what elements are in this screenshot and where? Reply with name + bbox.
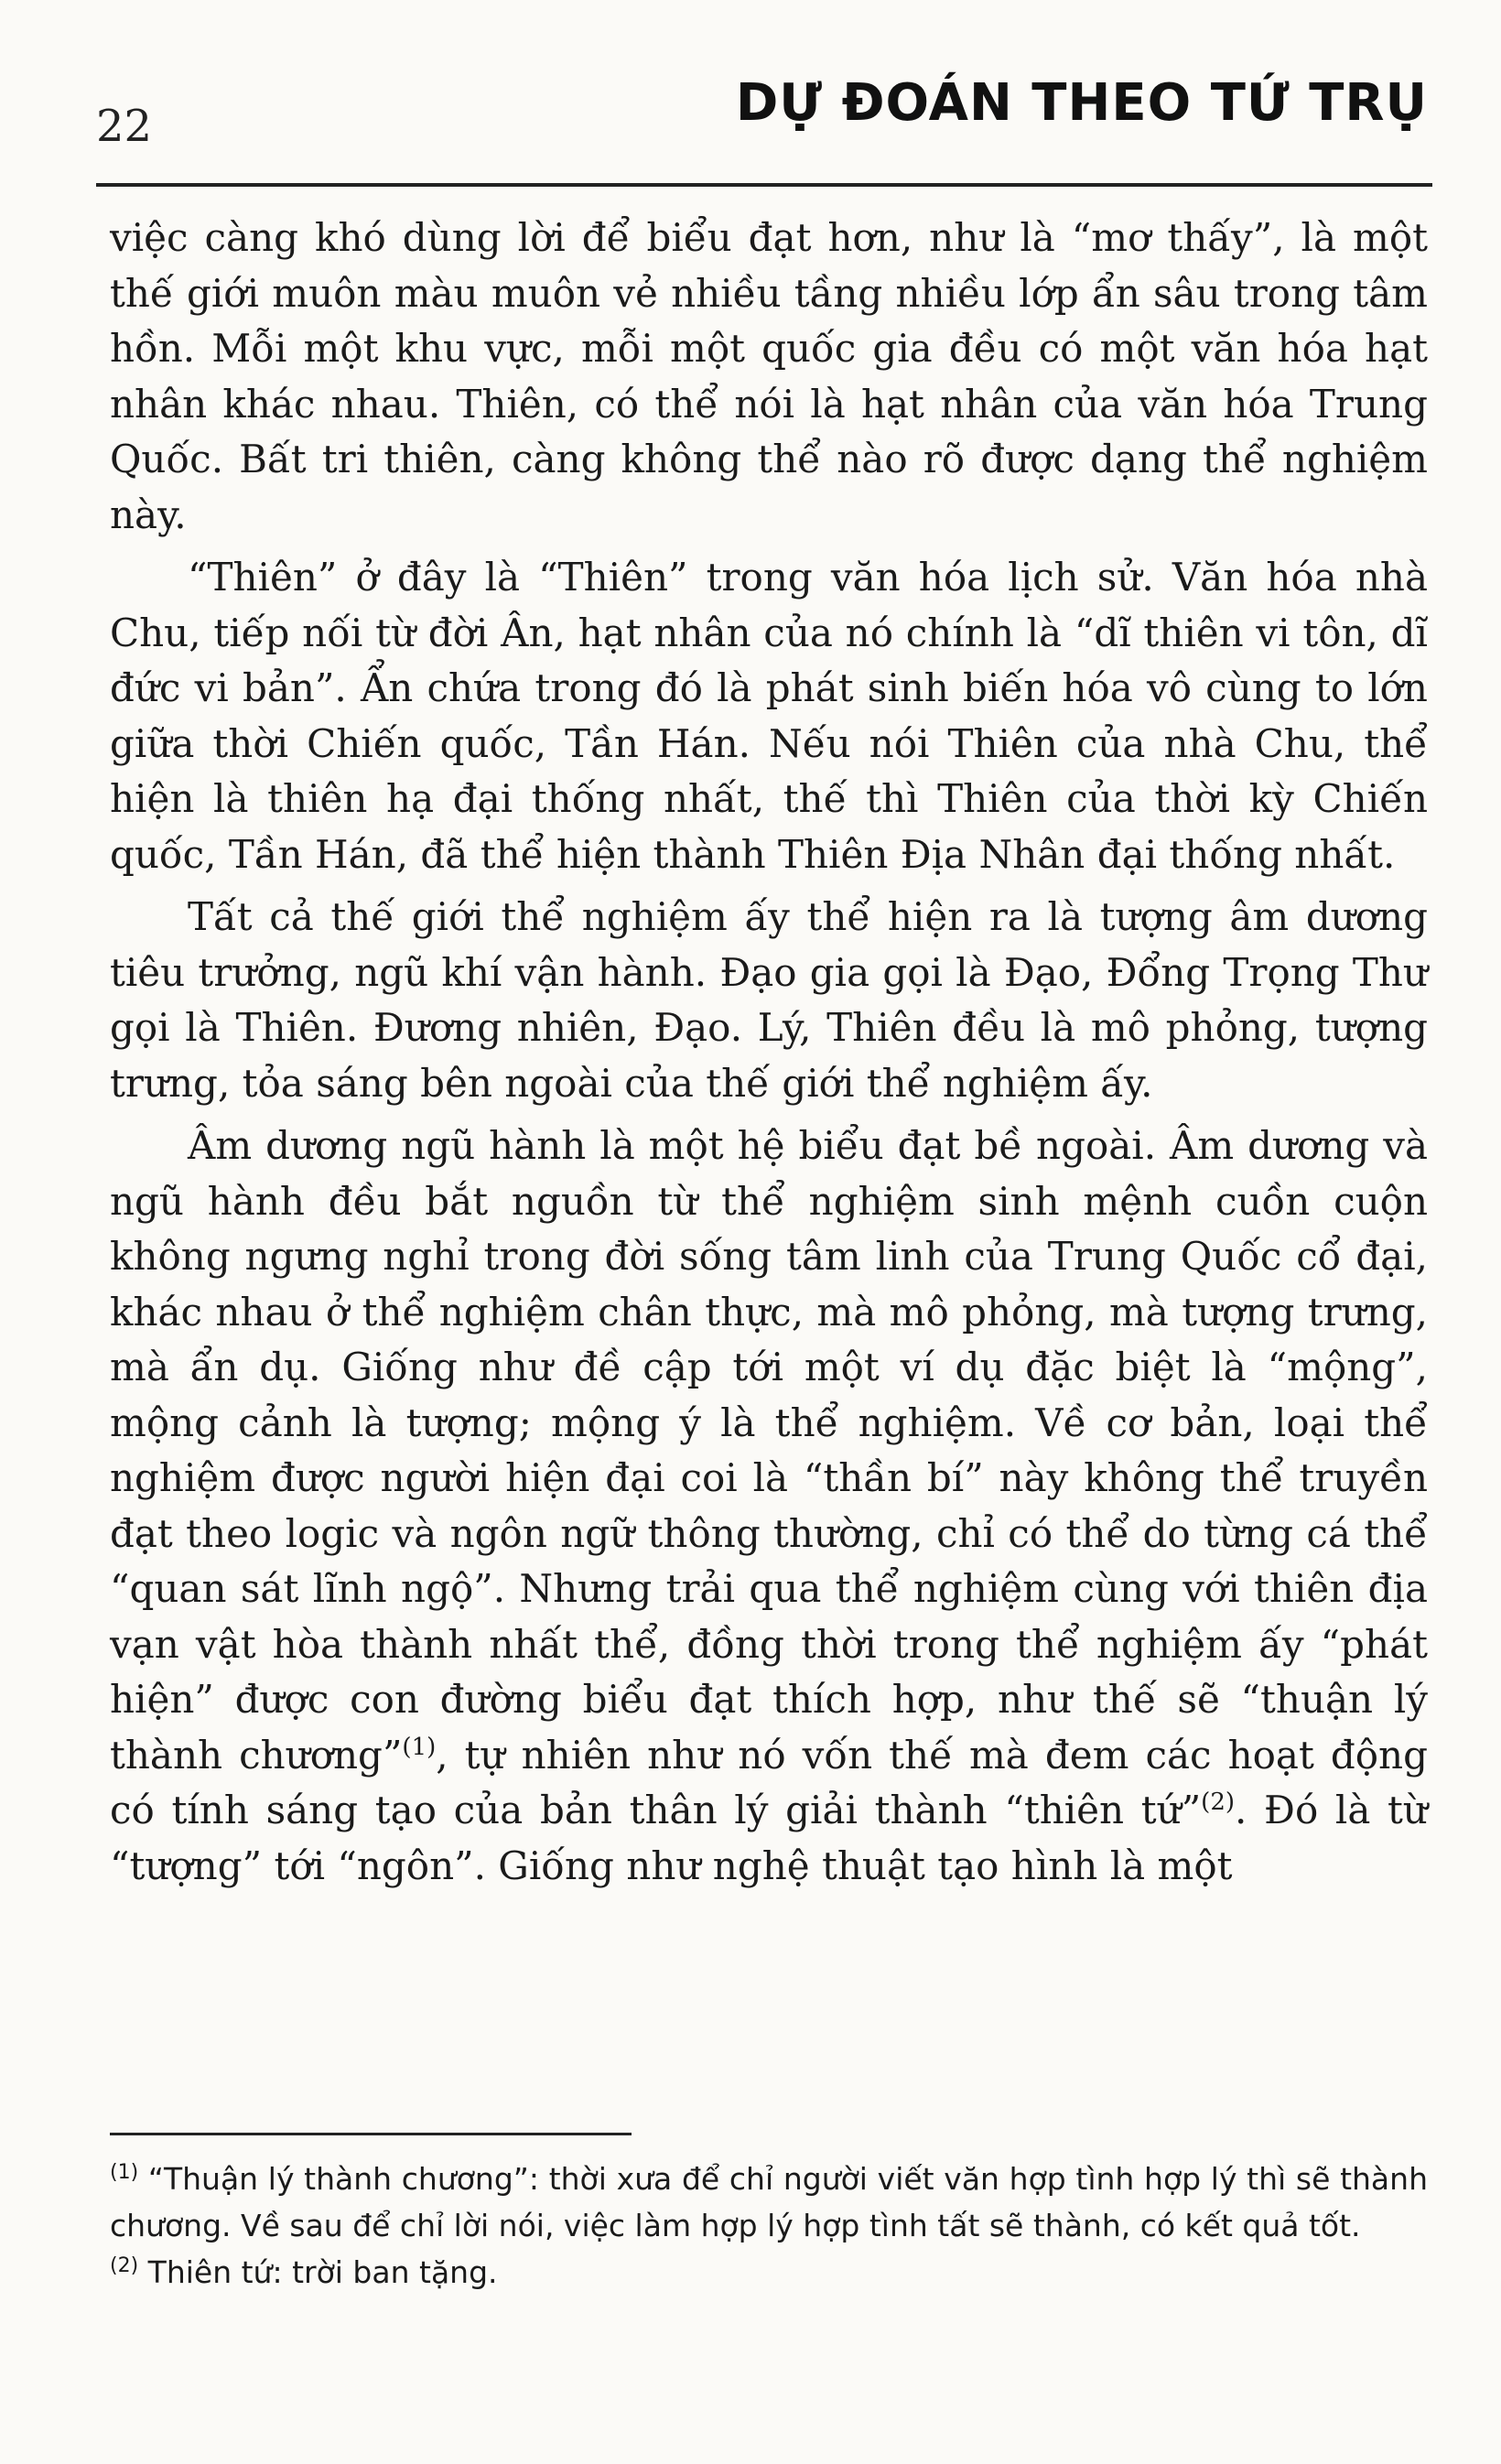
running-title: DỰ ĐOÁN THEO TỨ TRỤ [735, 73, 1428, 133]
footnote-ref-1: (1) [402, 1733, 437, 1761]
footnotes [110, 2156, 1428, 2296]
footnote-2-marker: (2) [110, 2254, 139, 2277]
page-header [96, 64, 1428, 165]
paragraph-1: việc càng khó dùng lời để biểu đạt hơn, như là “mơ thấy”, là một thế giới muôn màu muôn vẻ nhiều tầng nhiều lớp ẩn sâu trong tâm hồn. Mỗi một khu vực, mỗi một quốc gia đều có một văn hóa hạt nhân khác nhau. Thiên, có thể nói là hạt nhân của văn hóa Trung Quốc. Bất tri thiên, càng không thể nào rõ được dạng thể nghiệm này. [110, 215, 1428, 537]
paragraph-3: Tất cả thế giới thể nghiệm ấy thể hiện ra là tượng âm dương tiêu trưởng, ngũ khí vận hành. Đạo gia gọi là Đạo, Đổng Trọng Thư gọi là Thiên. Đương nhiên, Đạo. Lý, Thiên đều là mô phỏng, tượng trưng, tỏa sáng bên ngoài của thế giới thể nghiệm ấy. [110, 894, 1428, 1106]
paragraph-4-text-b: . Đó là từ “tượng” tới “ngôn”. Giống như nghệ thuật tạo hình là một [110, 1788, 1428, 1888]
footnote-ref-2: (2) [1201, 1789, 1236, 1816]
footnote-rule [110, 2133, 632, 2135]
paragraph-4-main: Âm dương ngũ hành là một hệ biểu đạt bề ngoài. Âm dương và ngũ hành đều bắt nguồn từ thể nghiệm sinh mệnh cuồn cuộn không ngưng nghỉ trong đời sống tâm linh của Trung Quốc cổ đại, khác nhau ở thể nghiệm chân thực, mà mô phỏng, mà tượng trưng, mà ẩn dụ. Giống như đề cập tới một ví dụ đặc biệt là “mộng”, mộng cảnh là tượng; mộng ý là thể nghiệm. Về cơ bản, loại thể nghiệm được người hiện đại coi là “thần bí” này không thể truyền đạt theo logic và ngôn ngữ thông thường, chỉ có thể do từng cá thể “quan sát lĩnh ngộ”. Nhưng trải qua thể nghiệm cùng với thiên địa vạn vật hòa thành nhất thể, đồng thời trong thể nghiệm ấy “phát hiện” được con đường biểu đạt thích hợp, như thế sẽ “thuận lý thành chương” [110, 1123, 1428, 1778]
footnote-2 [110, 2249, 1428, 2296]
paragraph-4-text-a: , tự nhiên như nó vốn thế mà đem các hoạt động có tính sáng tạo của bản thân lý giải thành “thiên tứ” [110, 1732, 1428, 1832]
page-number: 22 [96, 101, 153, 152]
footnote-1-text: “Thuận lý thành chương”: thời xưa để chỉ người viết văn hợp tình hợp lý thì sẽ thành chương. Về sau để chỉ lời nói, việc làm hợp lý hợp tình tất sẽ thành, có kết quả tốt. [110, 2161, 1428, 2243]
body-text [110, 211, 1428, 1894]
paragraph-4 [110, 1119, 1428, 1894]
footnote-1 [110, 2156, 1428, 2249]
header-rule [96, 183, 1432, 187]
footnote-2-text: Thiên tứ: trời ban tặng. [138, 2254, 498, 2290]
paragraph-2: “Thiên” ở đây là “Thiên” trong văn hóa lịch sử. Văn hóa nhà Chu, tiếp nối từ đời Ân, hạt nhân của nó chính là “dĩ thiên vi tôn, dĩ đức vi bản”. Ẩn chứa trong đó là phát sinh biến hóa vô cùng to lớn giữa thời Chiến quốc, Tần Hán. Nếu nói Thiên của nhà Chu, thể hiện là thiên hạ đại thống nhất, thế thì Thiên của thời kỳ Chiến quốc, Tần Hán, đã thể hiện thành Thiên Địa Nhân đại thống nhất. [110, 555, 1428, 877]
footnote-1-marker: (1) [110, 2161, 139, 2184]
